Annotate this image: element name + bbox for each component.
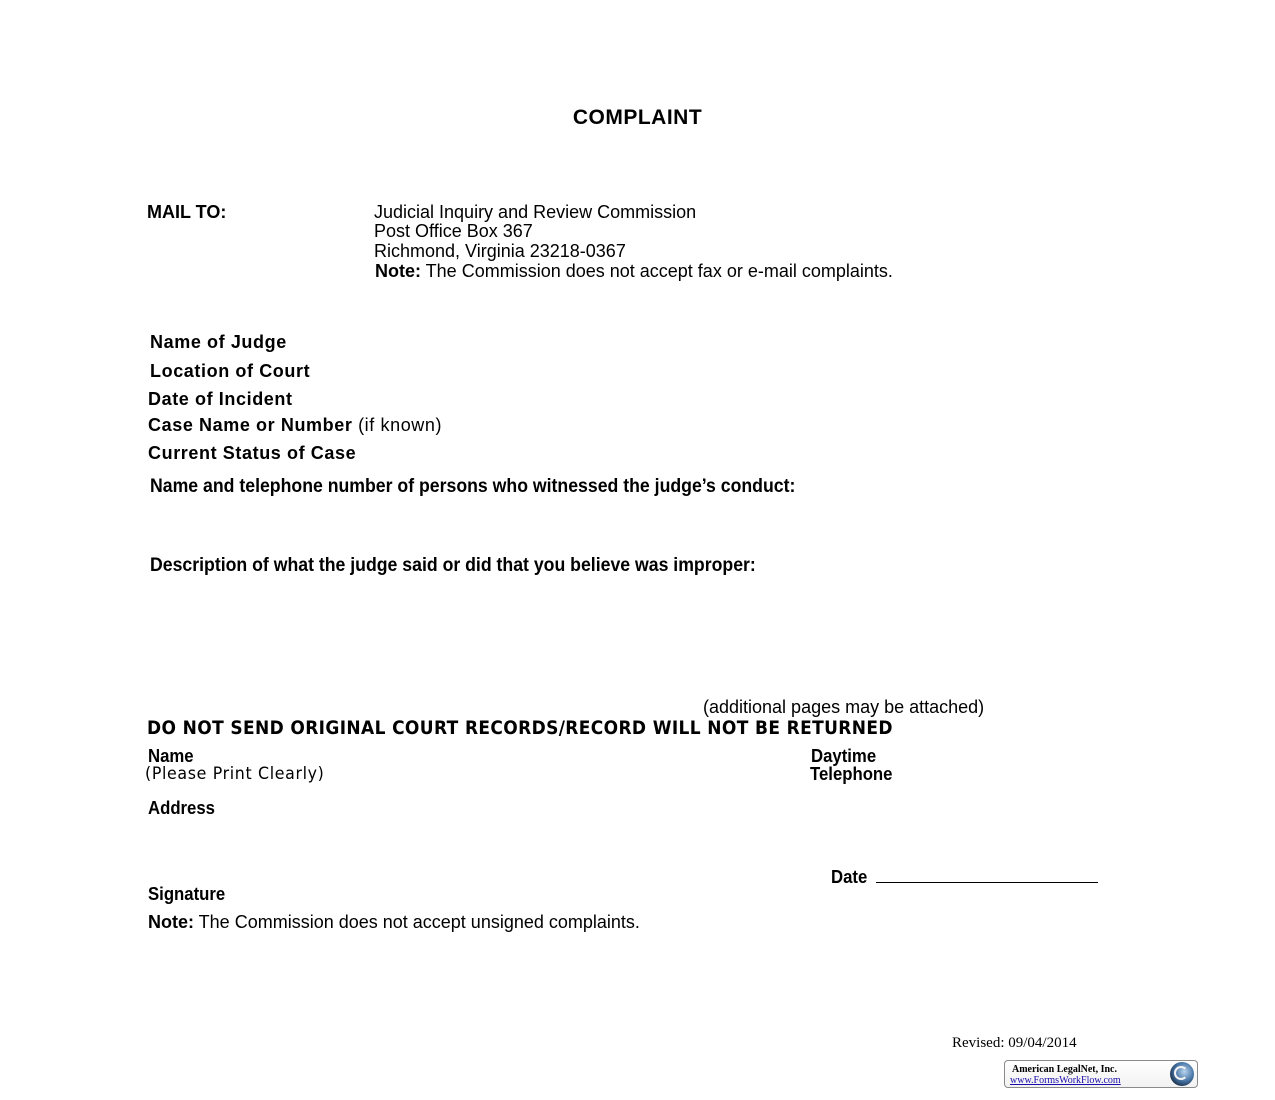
daytime-label: Daytime	[811, 746, 877, 766]
legalnet-badge[interactable]	[1004, 1060, 1198, 1088]
signature-label: Signature	[148, 884, 226, 904]
unsigned-note	[148, 912, 640, 933]
telephone-label: Telephone	[810, 764, 893, 784]
mail-note	[375, 261, 893, 282]
field-label-incident-date: Date of Incident	[148, 389, 293, 409]
revised-date: Revised: 09/04/2014	[952, 1035, 1077, 1051]
do-not-send-records-warning: DO NOT SEND ORIGINAL COURT RECORDS/RECORD WILL NOT BE RETURNED	[147, 718, 893, 739]
badge-company-name: American LegalNet, Inc.	[1012, 1064, 1117, 1075]
section-witnesses-heading: Name and telephone number of persons who witnessed the judge’s conduct:	[150, 476, 796, 497]
address-line-po-box: Post Office Box 367	[374, 221, 533, 241]
unsigned-note-text: The Commission does not accept unsigned complaints.	[194, 912, 640, 932]
date-blank-line[interactable]	[876, 866, 1098, 883]
address-line-commission: Judicial Inquiry and Review Commission	[374, 202, 697, 222]
field-label-case-status: Current Status of Case	[148, 443, 357, 463]
name-hint-print-clearly: (Please Print Clearly)	[145, 764, 325, 784]
field-case-name	[148, 415, 442, 436]
mail-to-label: MAIL TO:	[147, 202, 227, 222]
field-hint-if-known: (if known)	[352, 415, 443, 435]
mail-note-text: The Commission does not accept fax or e-mail complaints.	[421, 261, 893, 281]
date-field	[831, 866, 1098, 888]
mail-note-label: Note:	[375, 261, 421, 281]
address-label: Address	[148, 798, 215, 818]
badge-url-link[interactable]: www.FormsWorkFlow.com	[1010, 1075, 1121, 1086]
name-label: Name	[148, 746, 194, 766]
field-label-court-location: Location of Court	[150, 361, 311, 381]
address-line-city: Richmond, Virginia 23218-0367	[374, 241, 626, 261]
additional-pages-note: (additional pages may be attached)	[703, 697, 985, 717]
field-label-case-name: Case Name or Number	[148, 415, 353, 435]
section-description-heading: Description of what the judge said or did that you believe was improper:	[150, 555, 756, 576]
globe-logo-icon	[1170, 1062, 1194, 1086]
page-title: COMPLAINT	[572, 106, 703, 129]
date-label: Date	[831, 867, 868, 887]
unsigned-note-label: Note:	[148, 912, 194, 932]
field-label-judge-name: Name of Judge	[150, 332, 287, 352]
